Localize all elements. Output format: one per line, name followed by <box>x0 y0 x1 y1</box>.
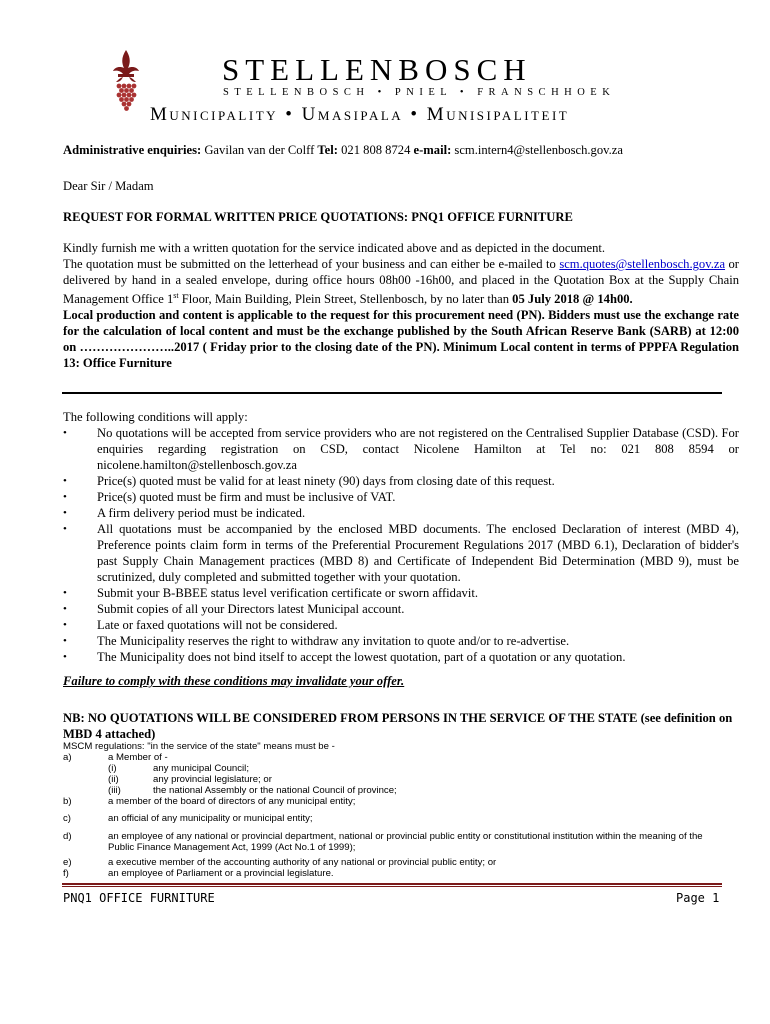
definition-text: an employee of Parliament or a provincial legislature. <box>108 868 334 879</box>
conditions-intro: The following conditions will apply: <box>63 410 248 424</box>
tel-label: Tel: <box>317 143 338 157</box>
definition-text: any municipal Council; <box>153 763 249 774</box>
footer-rule <box>62 883 722 885</box>
admin-contact: Gavilan van der Colff <box>201 143 318 157</box>
local-content-notice: Local production and content is applicable to the request for this procurement need (PN). Bidders must use the exchange rate for the calculation of local content and must be the exchange published by the South African Reserve Bank (SARB) at 12:00 on …………………..2017 ( Friday prior to the closing date of the PN). Minimum Local content in terms of PPPFA Regulation 13: Office Furniture <box>63 308 739 371</box>
admin-enquiries <box>63 142 623 158</box>
letterhead-municipality: Municipality • Umasipala • Munisipaliteit <box>150 104 570 125</box>
definition-text: the national Assembly or the national Council of province; <box>153 785 397 796</box>
request-body <box>63 240 739 371</box>
definition-text: a Member of - <box>108 752 168 763</box>
body-line-1: Kindly furnish me with a written quotation for the service indicated above and as depicted in the document. <box>63 241 606 255</box>
footer-document-title: PNQ1 OFFICE FURNITURE <box>63 891 215 905</box>
condition-item: • Price(s) quoted must be firm and must be inclusive of VAT. <box>63 489 739 505</box>
letterhead-name: STELLENBOSCH <box>222 52 532 87</box>
conditions-section <box>63 409 739 665</box>
mscm-intro: MSCM regulations: "in the service of the state" means must be - <box>63 741 335 752</box>
definition-key: e) <box>63 857 72 868</box>
body-paragraph-2 <box>63 256 739 307</box>
definition-text: any provincial legislature; or <box>153 774 272 785</box>
definition-key: c) <box>63 813 71 824</box>
definition-text: a executive member of the accounting authority of any national or provincial public entity; or <box>108 857 497 868</box>
conditions-list <box>63 425 739 665</box>
footer-page-number: Page 1 <box>676 891 720 905</box>
quotes-email-link[interactable]: scm.quotes@stellenbosch.gov.za <box>559 257 726 271</box>
condition-item: • A firm delivery period must be indicated. <box>63 505 739 521</box>
condition-item: • No quotations will be accepted from service providers who are not registered on the Centralised Supplier Database (CSD). For enquiries regarding registration on CSD, contact Nicolene Hamilton at Tel no: 021 808 8594 or nicolene.hamilton@stellenbosch.gov.za <box>63 425 739 473</box>
conditions-warning: Failure to comply with these conditions may invalidate your offer. <box>63 674 405 688</box>
condition-item: • Submit copies of all your Directors latest Municipal account. <box>63 601 739 617</box>
body-text: Floor, Main Building, Plein Street, Stellenbosch, by no later than <box>178 292 513 307</box>
condition-item: • Price(s) quoted must be valid for at least ninety (90) days from closing date of this request. <box>63 473 739 489</box>
superscript: st <box>173 291 179 300</box>
condition-item: • Submit your B-BBEE status level verification certificate or sworn affidavit. <box>63 585 739 601</box>
definition-text: a member of the board of directors of any municipal entity; <box>108 796 356 807</box>
nb-heading: NB: NO QUOTATIONS WILL BE CONSIDERED FROM PERSONS IN THE SERVICE OF THE STATE (see definition on MBD 4 attached) <box>63 711 733 741</box>
condition-item: • All quotations must be accompanied by the enclosed MBD documents. The enclosed Declaration of interest (MBD 4), Preference points claim form in terms of the Preferential Procurement Regulations 2017 (MBD 6.1), Declaration of bidder's past Supply Chain Management practices (MBD 8) and Certificate of Independent Bid Determination (MBD 9), must be scrutinized, duly completed and submitted together with your quotation. <box>63 521 739 585</box>
body-text: or delivered by hand in a sealed envelope, during office hours 08h00 -16h00, and placed in the Quotation Box at the Supply Chain Management Office 1 <box>63 257 740 307</box>
definition-key: f) <box>63 868 69 879</box>
definition-text: an official of any municipality or municipal entity; <box>108 813 313 824</box>
request-title: REQUEST FOR FORMAL WRITTEN PRICE QUOTATIONS: PNQ1 OFFICE FURNITURE <box>63 210 573 224</box>
admin-label: Administrative enquiries: <box>63 143 202 157</box>
condition-item: • The Municipality does not bind itself to accept the lowest quotation, part of a quotation or any quotation. <box>63 649 739 665</box>
definition-text: an employee of any national or provincial department, national or provincial public entity or constitutional institution within the meaning of the Public Finance Management Act, 1999 (Act No.1 of 1999); <box>108 831 703 853</box>
salutation: Dear Sir / Madam <box>63 179 154 193</box>
email-label: e-mail: <box>413 143 452 157</box>
tel-value: 021 808 8724 <box>337 143 414 157</box>
condition-item: • Late or faxed quotations will not be considered. <box>63 617 739 633</box>
definition-key: (iii) <box>108 785 121 796</box>
divider <box>62 392 722 394</box>
definition-key: a) <box>63 752 72 763</box>
letterhead-subtitle: STELLENBOSCH • PNIEL • FRANSCHHOEK <box>223 87 616 98</box>
definition-key: b) <box>63 796 72 807</box>
municipal-crest-logo <box>103 48 149 112</box>
definition-key: d) <box>63 831 72 842</box>
condition-item: • The Municipality reserves the right to withdraw any invitation to quote and/or to re-advertise. <box>63 633 739 649</box>
footer-rule-thin <box>62 886 722 887</box>
definition-key: (ii) <box>108 774 119 785</box>
email-value: scm.intern4@stellenbosch.gov.za <box>451 143 623 157</box>
definition-key: (i) <box>108 763 117 774</box>
deadline: 05 July 2018 @ 14h00. <box>512 292 633 307</box>
body-text: The quotation must be submitted on the letterhead of your business and can either be e-mailed to <box>63 257 560 271</box>
